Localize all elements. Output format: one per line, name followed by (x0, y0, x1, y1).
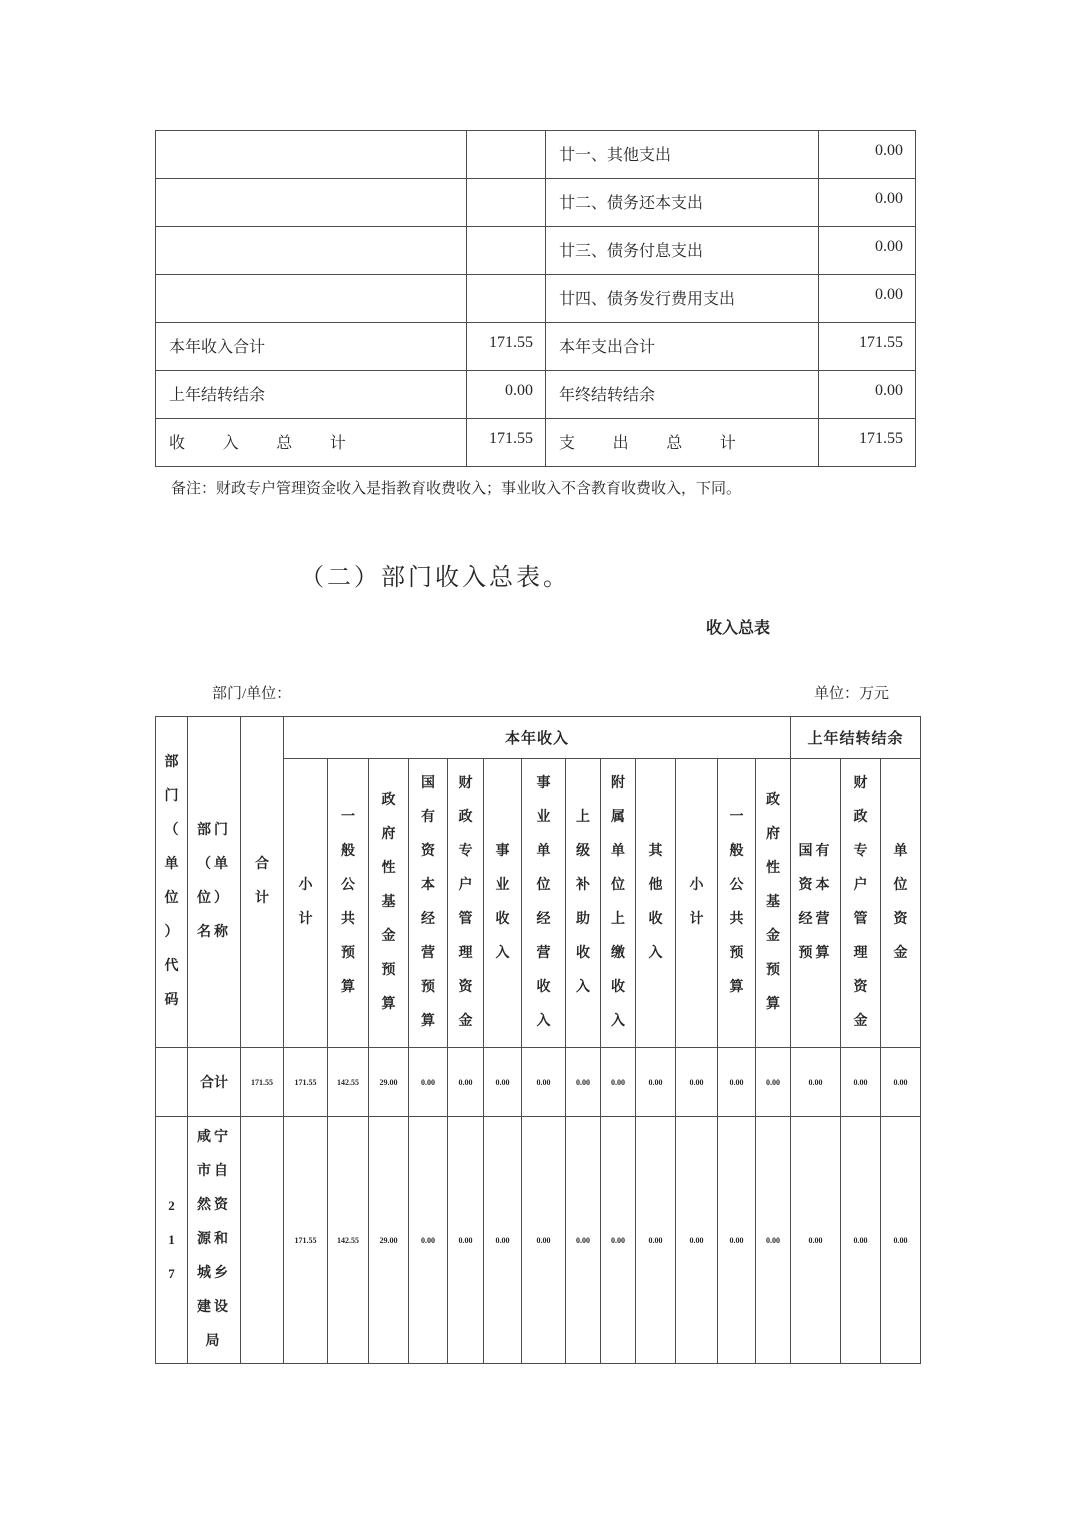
income-item-value (467, 275, 546, 323)
income-item-label: 上年结转结余 (156, 371, 467, 419)
page-content (155, 0, 920, 1364)
summary-row (156, 323, 916, 371)
vertical-text: 一般公共预算 (729, 810, 744, 995)
value-cell: 0.00 (566, 1048, 601, 1117)
value-cell: 0.00 (409, 1048, 448, 1117)
summary-row (156, 275, 916, 323)
vertical-text: 部门（单位）代码 (164, 755, 179, 1008)
expense-item-label: 廿二、债务还本支出 (546, 179, 819, 227)
value-cell: 171.55 (284, 1048, 328, 1117)
footnote: 备注：财政专户管理资金收入是指教育收费收入；事业收入不含教育收费收入，下同。 (171, 481, 742, 497)
summary-row (156, 227, 916, 275)
value-cell: 0.00 (881, 1048, 921, 1117)
income-item-label: 收入总计 (156, 419, 467, 467)
unit-caption: 单位：万元 (813, 686, 889, 702)
subcolumn-header (566, 759, 601, 1048)
header-group-row (156, 717, 921, 759)
vertical-text: 国有资本经营预算 (421, 776, 435, 1029)
total-column-header (241, 717, 284, 1048)
subcolumn-header (369, 759, 409, 1048)
current-year-group-header: 本年收入 (284, 717, 791, 759)
vertical-text: 部门（单位）名称 (197, 823, 231, 940)
income-table-body (156, 717, 921, 1364)
value-cell: 0.00 (484, 1117, 522, 1364)
income-item-value: 171.55 (467, 323, 546, 371)
vertical-text: 财政专户管理资金 (853, 776, 868, 1029)
value-cell: 171.55 (284, 1117, 328, 1364)
value-cell: 0.00 (756, 1048, 791, 1117)
entity-row (156, 1117, 921, 1364)
subcolumn-header (484, 759, 522, 1048)
table-title: 收入总表 (706, 620, 771, 637)
vertical-text: 217 (168, 1198, 175, 1281)
value-cell: 0.00 (522, 1117, 566, 1364)
income-item-label (156, 131, 467, 179)
value-cell: 0.00 (409, 1117, 448, 1364)
vertical-text: 财政专户管理资金 (458, 776, 473, 1029)
name-column-header (188, 717, 241, 1048)
expense-item-value: 0.00 (819, 227, 916, 275)
section-heading: （二）部门收入总表。 (300, 565, 570, 591)
subcolumn-header (636, 759, 676, 1048)
income-item-value: 171.55 (467, 419, 546, 467)
vertical-text: 事业收入 (495, 844, 510, 961)
caption-row (155, 684, 920, 704)
value-cell: 0.00 (841, 1048, 881, 1117)
entity-name-cell: 合计 (188, 1048, 241, 1117)
value-cell: 0.00 (636, 1117, 676, 1364)
value-cell: 0.00 (601, 1048, 636, 1117)
subcolumn-header (522, 759, 566, 1048)
expense-item-label: 廿四、债务发行费用支出 (546, 275, 819, 323)
subcolumn-header (881, 759, 921, 1048)
vertical-text: 其他收入 (648, 844, 663, 961)
vertical-text: 合计 (255, 857, 269, 906)
summary-row (156, 179, 916, 227)
subcolumn-header (676, 759, 718, 1048)
vertical-text: 事业单位经营收入 (536, 776, 551, 1029)
income-item-label (156, 227, 467, 275)
entity-code-cell (156, 1117, 188, 1364)
summary-table (155, 130, 916, 467)
value-cell: 0.00 (791, 1117, 841, 1364)
vertical-text: 国有资本经营预算 (798, 844, 833, 961)
income-item-value (467, 179, 546, 227)
value-cell: 171.55 (241, 1048, 284, 1117)
value-cell: 0.00 (756, 1117, 791, 1364)
vertical-text: 一般公共预算 (341, 810, 355, 995)
department-caption: 部门/单位： (212, 686, 292, 702)
income-item-value (467, 131, 546, 179)
value-cell: 0.00 (484, 1048, 522, 1117)
value-cell: 142.55 (328, 1117, 369, 1364)
vertical-text: 单位资金 (893, 844, 908, 961)
expense-item-value: 171.55 (819, 323, 916, 371)
income-item-label: 本年收入合计 (156, 323, 467, 371)
expense-item-label: 年终结转结余 (546, 371, 819, 419)
vertical-text: 上级补助收入 (576, 810, 590, 995)
expense-item-label: 廿一、其他支出 (546, 131, 819, 179)
vertical-text: 小计 (689, 878, 704, 927)
subcolumn-header (601, 759, 636, 1048)
expense-item-label: 本年支出合计 (546, 323, 819, 371)
total-row (156, 1048, 921, 1117)
summary-row (156, 419, 916, 467)
subcolumn-header (328, 759, 369, 1048)
summary-row (156, 131, 916, 179)
subcolumn-header (448, 759, 484, 1048)
vertical-text: 咸宁市自然资源和城乡建设局 (197, 1130, 231, 1349)
expense-item-value: 0.00 (819, 131, 916, 179)
expense-item-value: 0.00 (819, 371, 916, 419)
value-cell: 0.00 (566, 1117, 601, 1364)
entity-name-cell (188, 1117, 241, 1364)
value-cell: 0.00 (676, 1117, 718, 1364)
value-cell: 0.00 (448, 1048, 484, 1117)
expense-item-label: 支出总计 (546, 419, 819, 467)
expense-item-value: 0.00 (819, 179, 916, 227)
value-cell: 0.00 (718, 1048, 756, 1117)
income-item-label (156, 179, 467, 227)
income-table (155, 716, 921, 1364)
subcolumn-header (791, 759, 841, 1048)
income-item-value: 0.00 (467, 371, 546, 419)
vertical-text: 政府性基金预算 (381, 793, 396, 1012)
value-cell: 29.00 (369, 1117, 409, 1364)
income-item-value (467, 227, 546, 275)
vertical-text: 小计 (298, 878, 313, 927)
subcolumn-header (756, 759, 791, 1048)
value-cell: 142.55 (328, 1048, 369, 1117)
value-cell: 0.00 (718, 1117, 756, 1364)
value-cell: 0.00 (448, 1117, 484, 1364)
subcolumn-header (284, 759, 328, 1048)
value-cell: 0.00 (676, 1048, 718, 1117)
vertical-text: 政府性基金预算 (766, 793, 780, 1012)
value-cell: 0.00 (636, 1048, 676, 1117)
income-item-label (156, 275, 467, 323)
vertical-text: 附属单位上缴收入 (611, 776, 625, 1029)
summary-table-body (156, 131, 916, 467)
value-cell: 29.00 (369, 1048, 409, 1117)
carryover-group-header: 上年结转结余 (791, 717, 921, 759)
subcolumn-header (841, 759, 881, 1048)
expense-item-label: 廿三、债务付息支出 (546, 227, 819, 275)
value-cell (241, 1117, 284, 1364)
value-cell: 0.00 (522, 1048, 566, 1117)
expense-item-value: 171.55 (819, 419, 916, 467)
entity-code-cell (156, 1048, 188, 1117)
value-cell: 0.00 (601, 1117, 636, 1364)
subcolumn-header (718, 759, 756, 1048)
value-cell: 0.00 (841, 1117, 881, 1364)
code-column-header (156, 717, 188, 1048)
expense-item-value: 0.00 (819, 275, 916, 323)
summary-row (156, 371, 916, 419)
value-cell: 0.00 (791, 1048, 841, 1117)
subcolumn-header (409, 759, 448, 1048)
value-cell: 0.00 (881, 1117, 921, 1364)
